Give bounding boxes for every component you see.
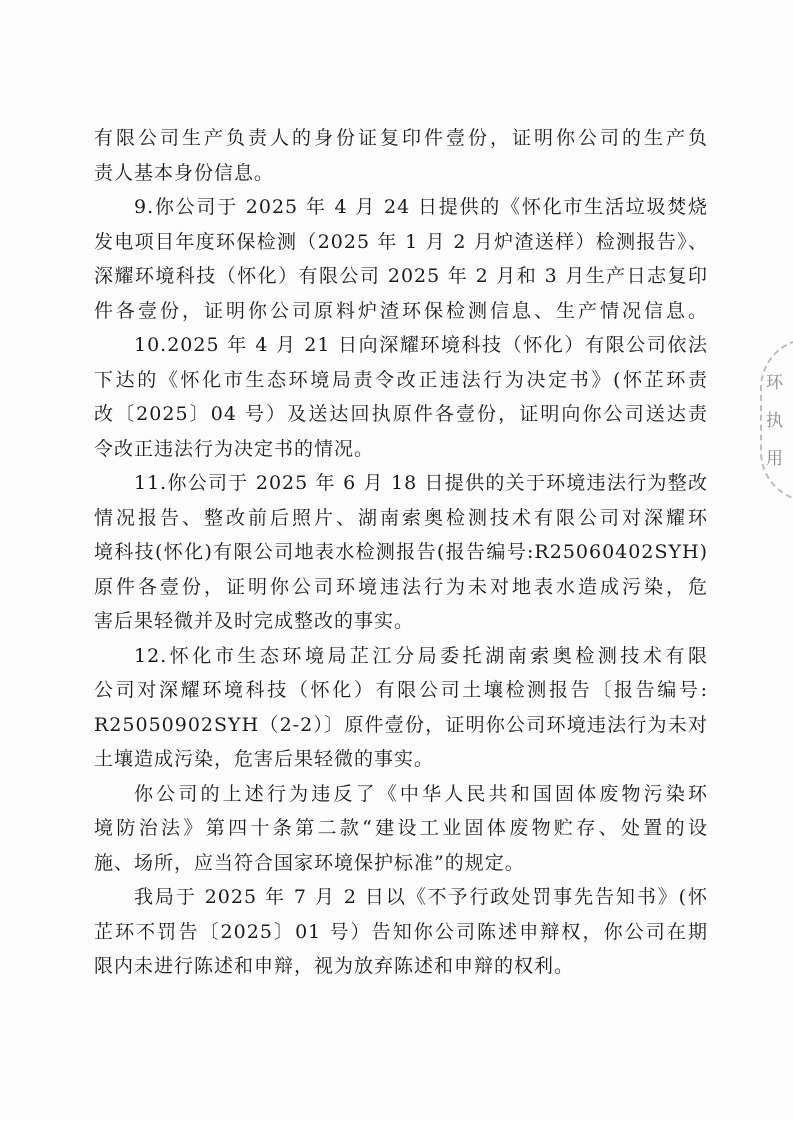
text-line: 12.怀化市生态环境局芷江分局委托湖南索奥检测技术有限 (134, 644, 708, 667)
text-line: 改〔2025〕04 号）及送达回执原件各壹份，证明向你公司送达责 (94, 403, 708, 425)
text-line: 下达的《怀化市生态环境局责令改正违法行为决定书》(怀芷环责 (94, 368, 708, 391)
seal-char: 环 (766, 373, 783, 393)
text-line: 有限公司生产负责人的身份证复印件壹份，证明你公司的生产负 (94, 127, 708, 149)
text-line: 芷环不罚告〔2025〕01 号）告知你公司陈述申辩权，你公司在期 (94, 920, 708, 943)
text-line: 限内未进行陈述和申辩，视为放弃陈述和申辩的权利。 (94, 955, 575, 977)
text-line: 公司对深耀环境科技（怀化）有限公司土壤检测报告〔报告编号: (94, 679, 708, 701)
seal-char: 执 (766, 411, 783, 431)
text-line: 土壤造成污染，危害后果轻微的事实。 (94, 748, 435, 770)
text-line: 深耀环境科技（怀化）有限公司 2025 年 2 月和 3 月生产日志复印 (94, 265, 708, 287)
text-line: 10.2025 年 4 月 21 日向深耀环境科技（怀化）有限公司依法 (134, 334, 708, 356)
text-line: 11.你公司于 2025 年 6 月 18 日提供的关于环境违法行为整改 (134, 472, 708, 494)
text-line: 责人基本身份信息。 (94, 161, 275, 184)
text-line: 发电项目年度环保检测（2025 年 1 月 2 月炉渣送样）检测报告》、 (94, 230, 708, 253)
text-line: 原件各壹份，证明你公司环境违法行为未对地表水造成污染，危 (94, 575, 708, 598)
text-line: 境防治法》第四十条第二款“建设工业固体废物贮存、处置的设 (94, 817, 708, 839)
text-line: 9.你公司于 2025 年 4 月 24 日提供的《怀化市生活垃圾焚烧 (134, 196, 708, 218)
text-line: 境科技(怀化)有限公司地表水检测报告(报告编号:R25060402SYH) (94, 541, 708, 563)
text-line: 件各壹份，证明你公司原料炉渣环保检测信息、生产情况信息。 (94, 299, 708, 322)
text-line: 你公司的上述行为违反了《中华人民共和国固体废物污染环 (134, 782, 708, 805)
text-line: 害后果轻微并及时完成整改的事实。 (94, 610, 415, 632)
official-seal (752, 338, 793, 498)
text-line: 令改正违法行为决定书的情况。 (94, 437, 375, 460)
text-line: R25050902SYH（2-2）〕原件壹份，证明你公司环境违法行为未对 (94, 713, 708, 736)
text-line: 我局于 2025 年 7 月 2 日以《不予行政处罚事先告知书》(怀 (134, 886, 708, 908)
text-line: 施、场所，应当符合国家环境保护标准”的规定。 (94, 851, 525, 874)
text-line: 情况报告、整改前后照片、湖南索奥检测技术有限公司对深耀环 (94, 506, 708, 529)
seal-char: 用 (766, 449, 783, 469)
document-body (94, 121, 708, 984)
